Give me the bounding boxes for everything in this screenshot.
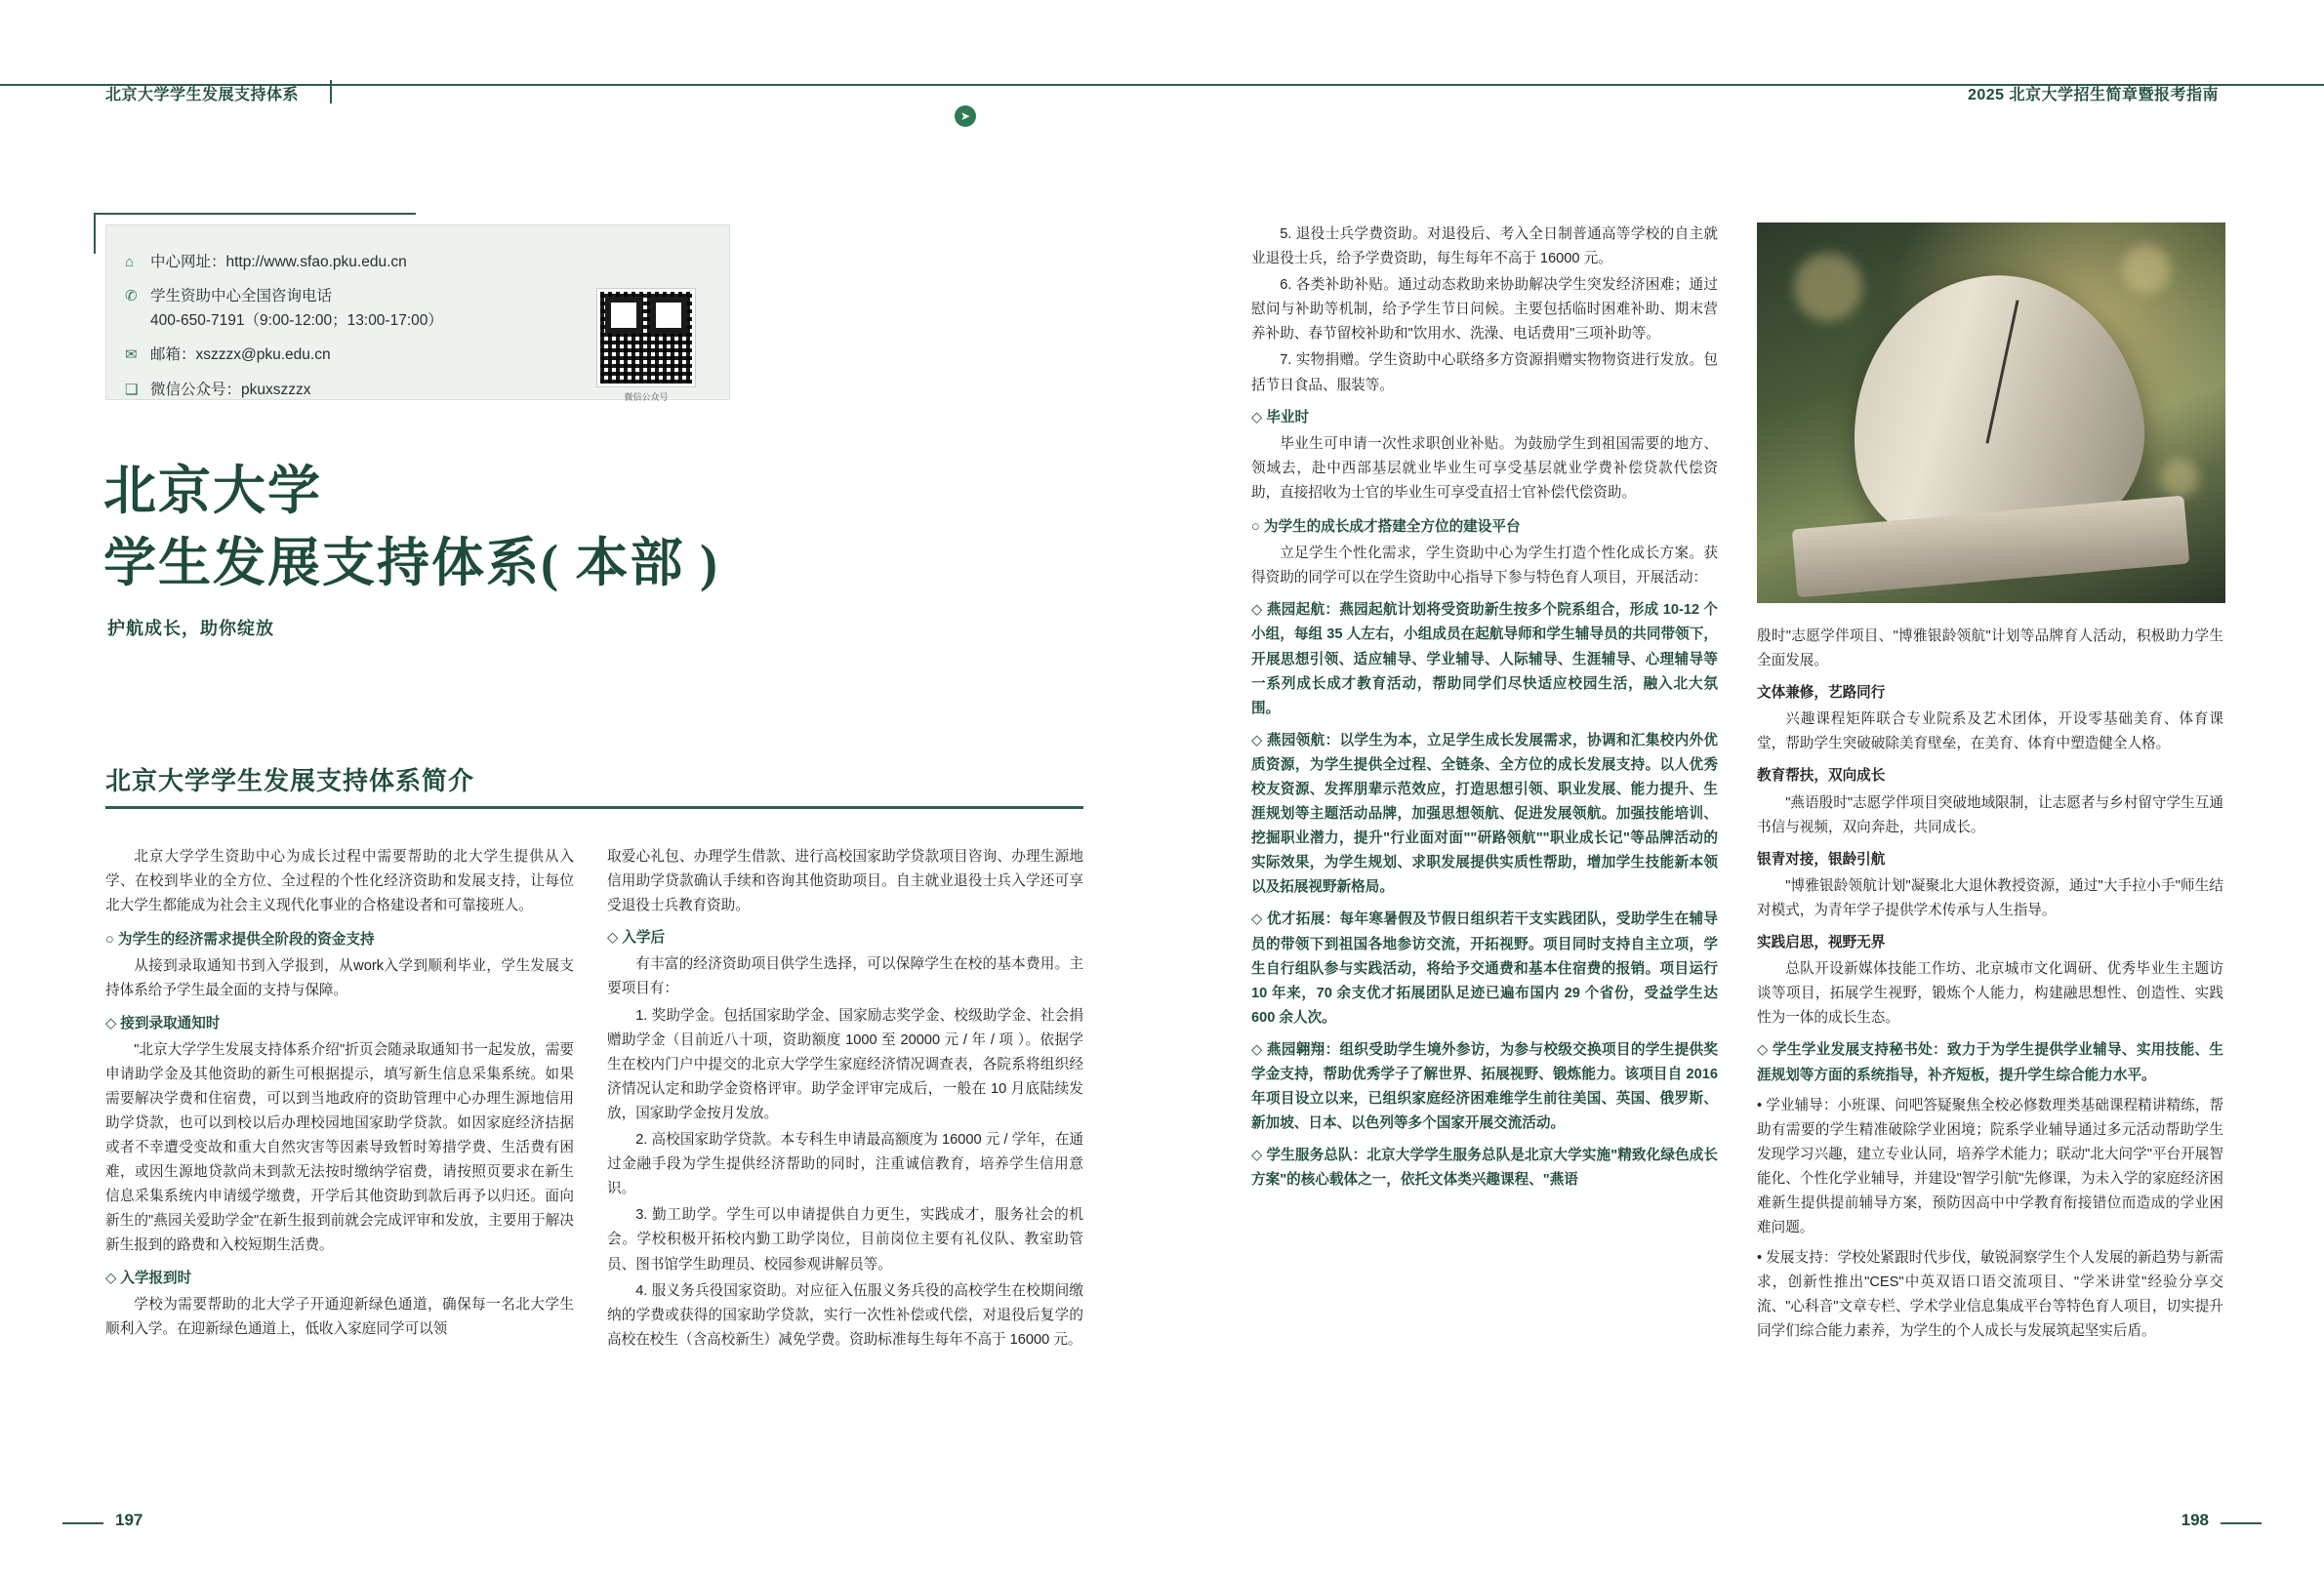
page-title-line2: 学生发展支持体系( 本部 ) (103, 534, 719, 592)
section-heading: 北京大学学生发展支持体系简介 (105, 766, 475, 795)
page-number-right: 198 (2181, 1511, 2209, 1529)
arrow-marker-icon: ➤ (955, 105, 976, 127)
contact-text: 中心网址：http://www.sfao.pku.edu.cn (150, 254, 407, 270)
paragraph: 5. 退役士兵学费资助。对退役后、考入全日制普通高等学校的自主就业退役士兵，给予学费资助，每生每年不高于 16000 元。 (1251, 226, 1718, 267)
contact-rows (125, 252, 584, 414)
paragraph: 银青对接，银龄引航 (1757, 851, 1886, 868)
paragraph: 立足学生个性化需求，学生资助中心为学生打造个性化成长方案。获得资助的同学可以在学生资助中心指导下参与特色育人项目，开展活动： (1251, 546, 1718, 586)
home-icon: ⌂ (125, 254, 135, 270)
paragraph: 殷时"志愿学伴项目、"博雅银龄领航"计划等品牌育人活动，积极助力学生全面发展。 (1757, 628, 2223, 669)
contact-row (125, 252, 584, 273)
page-title-line1: 北京大学 (103, 462, 322, 520)
card-corner-rule (94, 213, 416, 215)
paragraph: ◇ 入学后 (607, 930, 666, 947)
contact-text: 邮箱：xszzzx@pku.edu.cn (150, 346, 331, 364)
text-column-4 (1757, 625, 2223, 1347)
paragraph: ◇ 燕园翱翔：组织受助学生境外参访，为参与校级交换项目的学生提供奖学金支持，帮助优秀学子了解世界、拓展视野、锻炼能力。该项目自 2016 年项目设立以来，已组织家庭经济困难维学生前往美国、英国、俄罗斯、新加坡、日本、以色列等多个国家开展交流活动。 (1251, 1041, 1718, 1132)
contact-row (125, 310, 584, 332)
paragraph: ○ 为学生的经济需求提供全阶段的资金支持 (105, 932, 375, 949)
contact-row (125, 286, 584, 307)
paragraph: ◇ 学生服务总队：北京大学学生服务总队是北京大学实施"精致化绿色成长方案"的核心载体之一，依托文体类兴趣课程、"燕语 (1251, 1148, 1718, 1189)
paragraph: 文体兼修，艺路同行 (1757, 685, 1886, 702)
paragraph: 总队开设新媒体技能工作坊、北京城市文化调研、优秀毕业生主题访谈等项目，拓展学生视野，锻炼个人能力，构建融思想性、创造性、实践性为一体的成长生态。 (1757, 961, 2223, 1027)
paragraph: ◇ 毕业时 (1251, 409, 1310, 425)
paragraph: 从接到录取通知书到入学报到，从work入学到顺利毕业，学生发展支持体系给予学生最全面的支持与保障。 (105, 958, 574, 999)
paragraph: 有丰富的经济资助项目供学生选择，可以保障学生在校的基本费用。主要项目有： (607, 956, 1083, 997)
contact-text: 学生资助中心全国咨询电话 (150, 288, 333, 305)
paragraph: ◇ 入学报到时 (105, 1270, 192, 1286)
paragraph: ◇ 燕园领航：以学生为本，立足学生成长发展需求，协调和汇集校内外优质资源，为学生提供全过程、全链条、全方位的成长发展支持。以人优秀校友资源、发挥朋辈示范效应，打造思想引领、职业发展、能力提升、生涯规划等主题活动品牌，加强思想领航、促进发展领航。加强技能培训、挖掘职业潜力，提升"行业面对面""研路领航""职业成长记"等品牌活动的实际效果，为学生规划、求职发展提供实质性帮助，增加学生技能新本领以及拓展视野新格局。 (1251, 732, 1718, 896)
paragraph: 3. 勤工助学。学生可以申请提供自力更生，实践成才，服务社会的机会。学校积极开拓校内勤工助学岗位，目前岗位主要有礼仪队、教室助管员、图书馆学生助理员、校园参观讲解员等。 (607, 1207, 1083, 1273)
paragraph: 7. 实物捐赠。学生资助中心联络多方资源捐赠实物物资进行发放。包括节日食品、服装等。 (1251, 352, 1718, 393)
paragraph: 北京大学学生资助中心为成长过程中需要帮助的北大学生提供从入学、在校到毕业的全方位、全过程的个性化经济资助和发展支持，让每位北大学生都能成为社会主义现代化事业的合格建设者和可靠接班人。 (105, 849, 574, 914)
page-number-tick-right (2221, 1522, 2262, 1524)
paragraph: "北京大学学生发展支持体系介绍"折页会随录取通知书一起发放，需要申请助学金及其他资助的新生可根据提示，填写新生信息采集系统。如果需要解决学费和住宿费，可以到当地政府的资助管理中心办理生源地信用助学贷款，也可以到校以后办理校园地国家助学贷款。如因家庭经济拮据或者不幸遭受变故和重大自然灾害等因素导致暂时筹措学费、生活费有困难，或因生源地贷款尚未到款无法按时缴纳学宿费，请按照页要求在新生信息采集系统内申请缓学缴费，开学后其他资助到款后再予以归还。面向新生的"燕园关爱助学金"在新生报到前就会完成评审和发放，主要用于解决新生报到的路费和入校短期生活费。 (105, 1041, 574, 1254)
running-head-right: 2025 北京大学招生简章暨报考指南 (1967, 87, 2219, 103)
page-number-tick-left (62, 1522, 103, 1524)
paragraph: ◇ 优才拓展：每年寒暑假及节假日组织若干支实践团队，受助学生在辅导员的带领下到祖国各地参访交流，开拓视野。项目同时支持自主立项，学生自行组队参与实践活动，将给予交通费和基本住宿费的报销。项目运行 10 年来，70 余支优才拓展团队足迹已遍布国内 29 个省份，受益学生达 600 余人次。 (1251, 911, 1718, 1026)
phone-icon: ✆ (125, 288, 138, 305)
text-column-3 (1251, 222, 1718, 1194)
paragraph: ◇ 学生学业发展支持秘书处：致力于为学生提供学业辅导、实用技能、生涯规划等方面的系统指导，补齐短板，提升学生综合能力水平。 (1757, 1042, 2223, 1083)
paragraph: 6. 各类补助补贴。通过动态救助来协助解决学生突发经济困难；通过慰问与补助等机制，给予学生节日问候。主要包括临时困难补助、期末营养补助、春节留校补助和"饮用水、洗澡、电话费用"三项补助等。 (1251, 277, 1718, 343)
paragraph: ◇ 燕园起航：燕园起航计划将受资助新生按多个院系组合，形成 10-12 个小组，每组 35 人左右，小组成员在起航导师和学生辅导员的共同带领下，开展思想引领、适应辅导、学业辅导、人际辅导、生涯辅导、心理辅导等一系列成长成才教育活动，帮助同学们尽快适应校园生活，融入北大氛围。 (1251, 602, 1718, 716)
paragraph: "燕语殷时"志愿学伴项目突破地域限制，让志愿者与乡村留守学生互通书信与视频，双向奔赴，共同成长。 (1757, 794, 2223, 835)
page-subtitle: 护航成长，助你绽放 (107, 619, 274, 638)
paragraph: "博雅银龄领航计划"凝聚北大退休教授资源，通过"大手拉小手"师生结对模式，为青年学子提供学术传承与人生指导。 (1757, 877, 2223, 918)
sundial-photo (1757, 222, 2225, 603)
paragraph: 教育帮扶，双向成长 (1757, 768, 1886, 785)
text-column-2 (607, 845, 1083, 1355)
paragraph: 学校为需要帮助的北大学子开通迎新绿色通道，确保每一名北大学生顺利入学。在迎新绿色通道上，低收入家庭同学可以领 (105, 1296, 574, 1337)
section-rule (105, 806, 1083, 809)
text-column-1 (105, 845, 574, 1344)
paragraph: ◇ 接到录取通知时 (105, 1015, 221, 1031)
paragraph: 实践启思，视野无界 (1757, 935, 1886, 951)
page-number-left: 197 (115, 1511, 143, 1529)
paragraph: 1. 奖助学金。包括国家助学金、国家励志奖学金、校级助学金、社会捐赠助学金（目前近八十项，资助额度 1000 至 20000 元 / 年 / 项 ）。依据学生在校内门户中提交的北京大学学生家庭经济情况调查表，各院系将组织经济情况认定和助学金资格评审。助学金评审完成后，一般在 10 月底陆续发放，国家助学金按月发放。 (607, 1007, 1083, 1121)
contact-text: 400-650-7191（9:00-12:00；13:00-17:00） (150, 311, 443, 329)
qr-code (597, 289, 695, 386)
contact-row (125, 344, 584, 366)
paragraph: 取爱心礼包、办理学生借款、进行高校国家助学贷款项目咨询、办理生源地信用助学贷款确认手续和咨询其他资助项目。自主就业退役士兵入学还可享受退役士兵教育资助。 (607, 849, 1083, 914)
wechat-icon: ❏ (125, 381, 139, 398)
paragraph: • 学业辅导：小班课、问吧答疑聚焦全校必修数理类基础课程精讲精练，帮助有需要的学生精准破除学业困境；院系学业辅导通过多元活动帮助学生发现学习兴趣，建立专业认同，培养学术能力；联动"北大问学"平台开展智能化、个性化学业辅导，并建设"智学引航"先修课，为未入学的家庭经济困难新生提供提前辅导方案，预防因高中中学教育衔接错位而造成的学业困难问题。 (1757, 1097, 2223, 1236)
paragraph: 2. 高校国家助学贷款。本专科生申请最高额度为 16000 元 / 学年，在通过金融手段为学生提供经济帮助的同时，注重诚信教育，培养学生信用意识。 (607, 1132, 1083, 1197)
paragraph: ○ 为学生的成长成才搭建全方位的建设平台 (1251, 519, 1521, 536)
paragraph: • 发展支持：学校处紧跟时代步伐，敏锐洞察学生个人发展的新趋势与新需求，创新性推出"CES"中英双语口语交流项目、"学米讲堂"经验分享交流、"心科音"文章专栏、学术学业信息集成平台等特色育人项目，切实提升同学们综合能力素养，为学生的个人成长与发展筑起坚实后盾。 (1757, 1250, 2223, 1340)
paragraph: 4. 服义务兵役国家资助。对应征入伍服义务兵役的高校学生在校期间缴纳的学费或获得的国家助学贷款，实行一次性补偿或代偿，对退役后复学的高校在校生（含高校新生）减免学费。资助标准每生每年不高于 16000 元。 (607, 1282, 1083, 1348)
running-head-left: 北京大学学生发展支持体系 (105, 87, 300, 103)
mail-icon: ✉ (125, 346, 138, 364)
contact-text: 微信公众号：pkuxszzzx (150, 381, 311, 398)
contact-row (125, 380, 584, 401)
paragraph: 兴趣课程矩阵联合专业院系及艺术团体，开设零基础美育、体育课堂，帮助学生突破破除美育壁垒，在美育、体育中塑造健全人格。 (1757, 711, 2223, 752)
paragraph: 毕业生可申请一次性求职创业补贴。为鼓励学生到祖国需要的地方、领域去，赴中西部基层就业毕业生可享受基层就业学费补偿贷款代偿资助，直接招收为士官的毕业生可享受直招士官补偿代偿资助。 (1251, 435, 1718, 501)
running-head-divider (330, 80, 332, 103)
qr-caption: 微信公众号 (624, 392, 669, 402)
